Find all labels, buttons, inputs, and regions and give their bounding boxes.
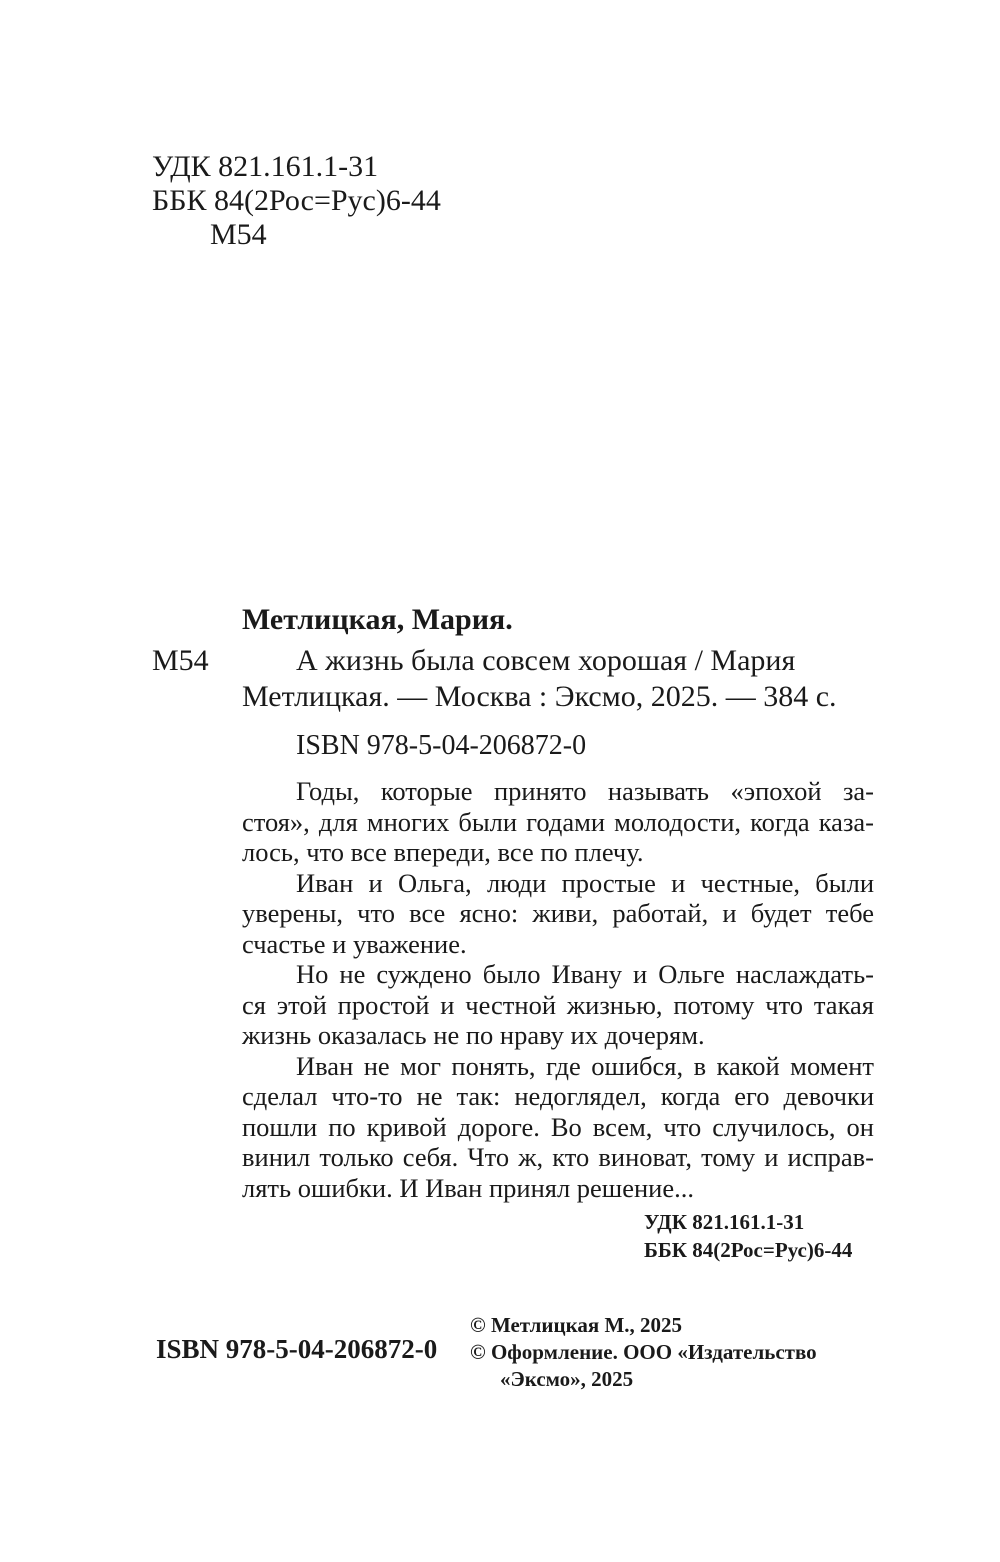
annotation-line: уверены, что все ясно: живи, работай, и будет тебе [242, 898, 874, 928]
annotation-line: пошли по кривой дороге. Во всем, что случилось, он [242, 1111, 874, 1142]
copyright-line: © Метлицкая М., 2025 [470, 1313, 683, 1337]
copyright-block [470, 1312, 817, 1393]
copyright-line: © Оформление. ООО «Издательство [470, 1340, 817, 1364]
bbk-code: ББК 84(2Рос=Рус)6-44 [152, 184, 441, 217]
annotation [242, 776, 874, 1203]
isbn-bottom: ISBN 978-5-04-206872-0 [156, 1334, 438, 1364]
annotation-line: лось, что все впереди, все по плечу. [242, 837, 644, 867]
author-mark: М54 [210, 218, 267, 251]
annotation-line: стоя», для многих были годами молодости, когда каза- [242, 806, 874, 837]
annotation-line: винил только себя. Что ж, кто виноват, тому и исправ- [242, 1142, 874, 1172]
annotation-line: Но не суждено было Ивану и Ольге наслаждать- [296, 959, 874, 989]
annotation-line: Иван и Ольга, люди простые и честные, были [296, 867, 874, 898]
udk-code: УДК 821.161.1-31 [644, 1210, 805, 1234]
isbn-entry: ISBN 978-5-04-206872-0 [296, 730, 587, 761]
bbk-code: ББК 84(2Рос=Рус)6-44 [644, 1238, 853, 1262]
classification-block-top [152, 150, 441, 252]
annotation-line: Годы, которые принято называть «эпохой за- [296, 776, 874, 806]
bibliographic-description [242, 643, 872, 715]
annotation-line: лять ошибки. И Иван принял решение... [242, 1172, 694, 1203]
annotation-line: сделал что-то не так: недоглядел, когда его девочки [242, 1081, 874, 1111]
copyright-line: «Эксмо», 2025 [500, 1367, 634, 1391]
author-mark-entry: М54 [152, 644, 209, 677]
annotation-line: жизнь оказалась не по нраву их дочерям. [242, 1020, 705, 1050]
author-heading: Метлицкая, Мария. [242, 603, 513, 636]
annotation-line: ся этой простой и честной жизнью, потому что такая [242, 989, 874, 1020]
classification-block-bottom [644, 1208, 852, 1264]
annotation-line: счастье и уважение. [242, 928, 467, 959]
biblio-line: Метлицкая. — Москва : Эксмо, 2025. — 384 с. [242, 680, 837, 713]
annotation-line: Иван не мог понять, где ошибся, в какой момент [296, 1050, 874, 1081]
biblio-line: А жизнь была совсем хорошая / Мария [296, 644, 796, 677]
udk-code: УДК 821.161.1-31 [152, 150, 379, 183]
